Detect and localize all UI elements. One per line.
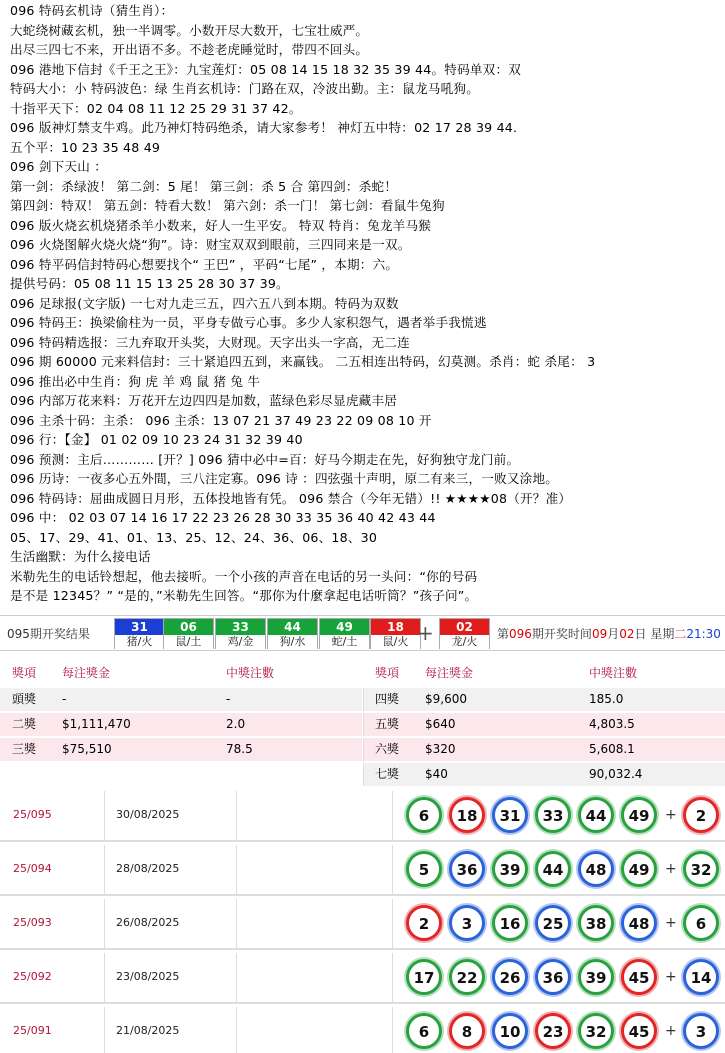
row-bg-right bbox=[364, 763, 725, 786]
column-divider bbox=[392, 1007, 393, 1053]
header-cell: 每注獎金 bbox=[425, 666, 474, 680]
column-divider bbox=[236, 791, 237, 842]
lottery-ball: 5 bbox=[406, 851, 442, 887]
draw-ball-number: 33 bbox=[216, 619, 265, 635]
lottery-ball: 22 bbox=[449, 959, 485, 995]
history-row bbox=[0, 899, 725, 950]
prize-table-header bbox=[0, 662, 725, 685]
special-ball: 14 bbox=[683, 959, 719, 995]
draw-ball-number: 31 bbox=[115, 619, 164, 635]
text-line: 096 版神灯禁支牛鸡。此乃神灯特码绝杀，请大家参考！ 神灯五中特：02 17 28 39 44. bbox=[10, 120, 518, 135]
lottery-ball: 32 bbox=[578, 1013, 614, 1049]
winner-count: 2.0 bbox=[226, 717, 246, 731]
winner-count: 78.5 bbox=[226, 742, 253, 756]
prize-name: 頭獎 bbox=[12, 692, 37, 706]
next-draw-info: 第096期开奖时间09月02日 星期二21:30 bbox=[497, 627, 721, 641]
text-line: 096 预测：主后………… [开？] 096 猜中必中=百：好马今期走在先，好狗独守龙门前。 bbox=[10, 451, 520, 467]
plus-sign: + bbox=[665, 915, 677, 931]
history-period: 25/094 bbox=[13, 862, 52, 875]
special-ball: 2 bbox=[683, 797, 719, 833]
winner-count: 185.0 bbox=[589, 692, 624, 706]
prize-name: 二獎 bbox=[12, 717, 37, 731]
draw-period-label: 095期开奖结果 bbox=[7, 627, 90, 641]
text-line: 096 内部万花来料：万花开左边四四是加数，蓝绿色彩尽显虎藏丰居 bbox=[10, 393, 398, 408]
lottery-ball: 23 bbox=[535, 1013, 571, 1049]
column-divider bbox=[104, 1007, 105, 1053]
lottery-ball: 33 bbox=[535, 797, 571, 833]
next-time: 21:30 bbox=[686, 627, 721, 641]
text-line: 096 剑下天山 ： bbox=[10, 159, 108, 174]
column-divider bbox=[363, 763, 364, 786]
history-period: 25/095 bbox=[13, 808, 52, 821]
column-divider bbox=[104, 899, 105, 950]
plus-sign: + bbox=[417, 621, 434, 645]
text-line: 第一剑：杀绿波！ 第二剑：5 尾！ 第三剑：杀 5 合 第四剑：杀蛇！ bbox=[10, 178, 398, 194]
lottery-ball: 48 bbox=[578, 851, 614, 887]
row-bg-left bbox=[0, 763, 362, 786]
text-line: 出尽三四七不来，开出语不多。不趁老虎睡觉时，带四不回头。 bbox=[10, 42, 369, 57]
draw-ball-zodiac: 蛇/土 bbox=[320, 635, 369, 649]
history-row bbox=[0, 953, 725, 1004]
winner-count: 4,803.5 bbox=[589, 717, 635, 731]
column-divider bbox=[104, 845, 105, 896]
lottery-ball: 45 bbox=[621, 1013, 657, 1049]
draw-ball bbox=[215, 618, 266, 649]
row-bg-left bbox=[0, 713, 362, 736]
plus-sign: + bbox=[665, 1023, 677, 1039]
lottery-ball: 48 bbox=[621, 905, 657, 941]
lottery-ball: 6 bbox=[406, 797, 442, 833]
row-bg-right bbox=[364, 713, 725, 736]
prize-table-row bbox=[0, 763, 725, 786]
text-line: 096 中： 02 03 07 14 16 17 22 23 26 28 30 33 35 36 40 42 43 44 bbox=[10, 510, 436, 525]
draw-ball-number: 06 bbox=[164, 619, 213, 635]
lottery-ball: 18 bbox=[449, 797, 485, 833]
column-divider bbox=[363, 738, 364, 761]
header-cell: 每注獎金 bbox=[62, 666, 111, 680]
history-row bbox=[0, 791, 725, 842]
draw-ball-zodiac: 狗/水 bbox=[268, 635, 317, 649]
prize-name: 七獎 bbox=[375, 767, 400, 781]
history-date: 23/08/2025 bbox=[116, 970, 180, 983]
draw-ball-zodiac: 鸡/金 bbox=[216, 635, 265, 649]
lottery-ball: 17 bbox=[406, 959, 442, 995]
prize-table bbox=[0, 660, 725, 788]
header-cell: 中獎注數 bbox=[226, 666, 275, 680]
lottery-ball: 44 bbox=[535, 851, 571, 887]
prize-name: 三獎 bbox=[12, 742, 37, 756]
prize-name: 五獎 bbox=[375, 717, 400, 731]
prize-amount: - bbox=[62, 692, 67, 706]
text-line: 096 足球报(文字版) 一七对九走三五，四六五八到本期。特码为双数 bbox=[10, 295, 399, 311]
special-ball: 3 bbox=[683, 1013, 719, 1049]
draw-ball-number: 02 bbox=[440, 619, 489, 635]
history-date: 30/08/2025 bbox=[116, 808, 180, 821]
draw-ball-zodiac: 鼠/火 bbox=[371, 635, 420, 649]
column-divider bbox=[392, 899, 393, 950]
header-cell: 中獎注數 bbox=[589, 666, 638, 680]
draw-ball-special bbox=[439, 618, 490, 649]
text-line: 提供号码：05 08 11 15 13 25 28 30 37 39。 bbox=[10, 276, 289, 291]
lottery-ball: 38 bbox=[578, 905, 614, 941]
draw-ball bbox=[370, 618, 421, 649]
history-row bbox=[0, 1007, 725, 1053]
history-period: 25/093 bbox=[13, 916, 52, 929]
winner-count: 5,608.1 bbox=[589, 742, 635, 756]
prize-table-row bbox=[0, 738, 725, 761]
lottery-ball: 6 bbox=[406, 1013, 442, 1049]
column-divider bbox=[104, 953, 105, 1004]
column-divider bbox=[363, 688, 364, 711]
prize-amount: $75,510 bbox=[62, 742, 112, 756]
lottery-ball: 8 bbox=[449, 1013, 485, 1049]
history-date: 28/08/2025 bbox=[116, 862, 180, 875]
text-line: 096 版火烧玄机烧猪杀羊小数来，好人一生平安。 特双 特肖：兔龙羊马猴 bbox=[10, 217, 432, 233]
text-line: 096 特码诗：屈曲成圆日月形，五体投地皆有凭。 096 禁合（今年无错）!! ★★★★08（开？准） bbox=[10, 490, 572, 506]
column-divider bbox=[363, 713, 364, 736]
text-line: 大蛇绕树藏玄机，独一半调零。小数开尽大数开，七宝壮威严。 bbox=[10, 22, 369, 38]
row-bg-left bbox=[0, 738, 362, 761]
text-line: 十指平天下：02 04 08 11 12 25 29 31 37 42。 bbox=[10, 100, 302, 116]
lottery-ball: 49 bbox=[621, 797, 657, 833]
history-date: 26/08/2025 bbox=[116, 916, 180, 929]
prize-table-row bbox=[0, 688, 725, 711]
history-period: 25/091 bbox=[13, 1024, 52, 1037]
text-line: 五个平：10 23 35 48 49 bbox=[10, 139, 161, 155]
text-line: 米勒先生的电话铃想起，他去接听。一个小孩的声音在电话的另一头问：“你的号码 bbox=[10, 568, 478, 584]
prize-name: 四獎 bbox=[375, 692, 400, 706]
column-divider bbox=[236, 845, 237, 896]
lottery-ball: 10 bbox=[492, 1013, 528, 1049]
draw-ball bbox=[319, 618, 370, 649]
text-line: 096 特码王：换梁偷柱为一员，平身专做亏心事。多少人家积怨气，遇者举手我慌逃 bbox=[10, 315, 487, 330]
text-line: 096 火烧图解火烧火烧“狗”。诗：财宝双双到眼前，三四同来是一双。 bbox=[10, 237, 411, 252]
text-line: 096 特码玄机诗（猜生肖）： bbox=[10, 3, 174, 18]
prize-amount: $40 bbox=[425, 767, 448, 781]
draw-ball-zodiac: 猪/火 bbox=[115, 635, 164, 649]
lottery-ball: 36 bbox=[449, 851, 485, 887]
text-line: 096 行：【金】 01 02 09 10 23 24 31 32 39 40 bbox=[10, 432, 303, 447]
lottery-ball: 26 bbox=[492, 959, 528, 995]
draw-ball-zodiac: 龙/火 bbox=[440, 635, 489, 649]
winner-count: - bbox=[226, 692, 231, 706]
text-line: 特码大小：小 特码波色：绿 生肖玄机诗：门路在双，冷波出勤。主：鼠龙马吼狗。 bbox=[10, 81, 479, 96]
draw-ball-number: 49 bbox=[320, 619, 369, 635]
draw-ball-number: 18 bbox=[371, 619, 420, 635]
lottery-ball: 2 bbox=[406, 905, 442, 941]
next-period: 096 bbox=[509, 627, 532, 641]
draw-result-bar bbox=[0, 615, 725, 651]
row-bg-left bbox=[0, 688, 362, 711]
column-divider bbox=[236, 1007, 237, 1053]
text-line: 第四剑：特双！ 第五剑：特看大数！ 第六剑：杀一门！ 第七剑：看鼠牛兔狗 bbox=[10, 198, 445, 213]
history-date: 21/08/2025 bbox=[116, 1024, 180, 1037]
draw-ball-zodiac: 鼠/土 bbox=[164, 635, 213, 649]
lottery-ball: 49 bbox=[621, 851, 657, 887]
plus-sign: + bbox=[665, 969, 677, 985]
lottery-ball: 44 bbox=[578, 797, 614, 833]
text-line: 生活幽默：为什么接电话 bbox=[10, 549, 151, 564]
text-line: 05、17、29、41、01、13、25、12、24、36、06、18、30 bbox=[10, 529, 378, 545]
winner-count: 90,032.4 bbox=[589, 767, 643, 781]
text-line: 096 历诗：一夜多心五外間，三八注定寡。096 诗 ：四弦强十声明，原二有来三，一败又涂地。 bbox=[10, 471, 559, 486]
prize-amount: $640 bbox=[425, 717, 456, 731]
lottery-ball: 31 bbox=[492, 797, 528, 833]
text-line: 096 特码精选报：三九弃取开头奖，大财现。天字出头一字高，无二连 bbox=[10, 334, 410, 350]
prize-amount: $9,600 bbox=[425, 692, 467, 706]
prize-name: 六獎 bbox=[375, 742, 400, 756]
column-divider bbox=[392, 845, 393, 896]
row-bg-right bbox=[364, 738, 725, 761]
column-divider bbox=[104, 791, 105, 842]
draw-ball bbox=[163, 618, 214, 649]
text-line: 是不是 12345？” “是的，”米勒先生回答。“那你为什麼拿起电话听筒？”孩子问”。 bbox=[10, 588, 478, 603]
text-line: 096 主杀十码：主杀： 096 主杀：13 07 21 37 49 23 22 09 08 10 开 bbox=[10, 412, 432, 428]
text-line: 096 港地下信封《千王之王》：九宝莲灯：05 08 14 15 18 32 35 39 44。特码单双：双 bbox=[10, 61, 522, 77]
history-list bbox=[0, 791, 725, 1053]
draw-ball-number: 44 bbox=[268, 619, 317, 635]
draw-ball bbox=[267, 618, 318, 649]
plus-sign: + bbox=[665, 861, 677, 877]
lottery-ball: 3 bbox=[449, 905, 485, 941]
lottery-ball: 39 bbox=[492, 851, 528, 887]
column-divider bbox=[392, 791, 393, 842]
header-cell: 獎項 bbox=[375, 666, 400, 680]
special-ball: 32 bbox=[683, 851, 719, 887]
prize-amount: $1,111,470 bbox=[62, 717, 131, 731]
column-divider bbox=[392, 953, 393, 1004]
prize-table-row bbox=[0, 713, 725, 736]
column-divider bbox=[236, 899, 237, 950]
text-line: 096 推出必中生肖：狗 虎 羊 鸡 鼠 猪 兔 牛 bbox=[10, 373, 261, 389]
lottery-ball: 45 bbox=[621, 959, 657, 995]
prize-amount: $320 bbox=[425, 742, 456, 756]
text-line: 096 期 60000 元来料信封：三十紧追四五到，来赢钱。 二五相连出特码，幻莫测。杀肖：蛇 杀尾： 3 bbox=[10, 354, 596, 369]
draw-ball bbox=[114, 618, 165, 649]
lottery-ball: 39 bbox=[578, 959, 614, 995]
header-cell: 獎項 bbox=[12, 666, 37, 680]
history-period: 25/092 bbox=[13, 970, 52, 983]
row-bg-right bbox=[364, 688, 725, 711]
plus-sign: + bbox=[665, 807, 677, 823]
lottery-ball: 16 bbox=[492, 905, 528, 941]
column-divider bbox=[236, 953, 237, 1004]
special-ball: 6 bbox=[683, 905, 719, 941]
lottery-ball: 25 bbox=[535, 905, 571, 941]
history-row bbox=[0, 845, 725, 896]
text-line: 096 特平码信封特码心想要找个“ 王巴” ，平码“七尾” ，本期：六。 bbox=[10, 256, 399, 272]
lottery-ball: 36 bbox=[535, 959, 571, 995]
